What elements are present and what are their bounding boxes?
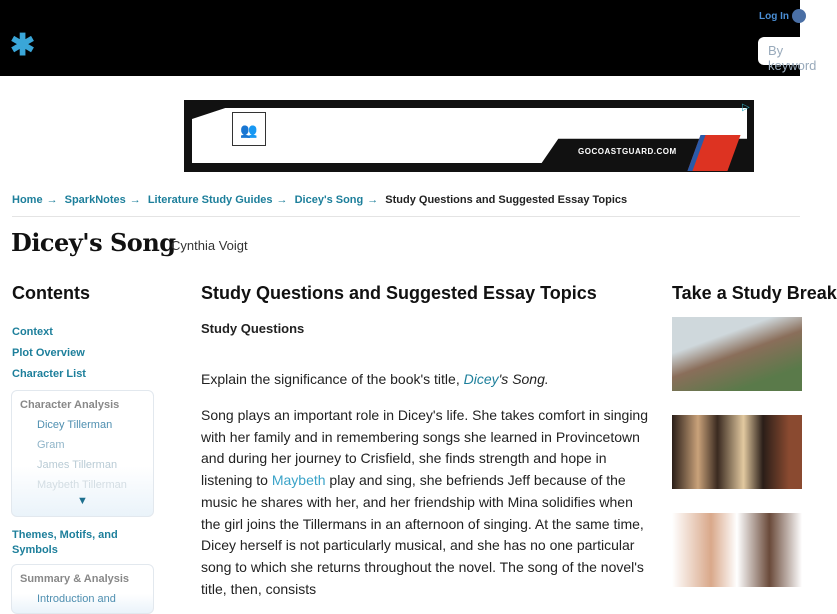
book-title: Dicey's Song [11, 228, 176, 257]
sidebar-item-gram[interactable]: Gram [37, 439, 65, 451]
breadcrumb-current: Study Questions and Suggested Essay Topics [385, 194, 628, 206]
ad-logo-icon: 👥 [232, 112, 266, 146]
sidebar-item-introduction[interactable]: Introduction and [37, 593, 116, 605]
sidebar-item-themes[interactable]: Themes, Motifs, and Symbols [12, 529, 118, 556]
arrow-icon: → [276, 194, 288, 206]
maybeth-link[interactable]: Maybeth [271, 472, 326, 489]
sidebar-item-maybeth[interactable]: Maybeth Tillerman [37, 479, 127, 491]
top-navbar [0, 0, 817, 76]
study-break-heading: Take a Study Break [672, 283, 837, 303]
sidebar-item-dicey[interactable]: Dicey Tillerman [37, 419, 113, 431]
sparknotes-logo-icon[interactable]: ✱ [10, 29, 36, 62]
character-analysis-box [11, 390, 154, 517]
arrow-icon: → [129, 194, 141, 206]
sidebar-item-context[interactable]: Context [12, 326, 53, 338]
study-break-image-2[interactable] [672, 415, 802, 489]
question-title-end: 's Song. [498, 371, 549, 387]
breadcrumb-sparknotes[interactable]: SparkNotes [64, 194, 126, 206]
summary-analysis-box [11, 564, 154, 614]
study-questions-heading: Study Questions [201, 321, 305, 336]
ad-url: GOCOASTGUARD.COM [578, 147, 677, 156]
answer-text-continued: play and sing, she befriends Jeff because of the music he shares with her, and her friendship with Mina solidifies when the girl joins the Tillermans in an afternoon of singing. At the same time, Dicey herself is not particularly musical, and she has no one particular song to which she returns throughout the novel. The song of the novel's title, then, consists [201, 472, 644, 597]
sidebar-item-plot-overview[interactable]: Plot Overview [12, 347, 85, 359]
breadcrumb-literature[interactable]: Literature Study Guides [147, 194, 273, 206]
dicey-link[interactable]: Dicey [463, 371, 499, 387]
contents-heading: Contents [12, 283, 90, 303]
question-text: Explain the significance of the book's title, [201, 371, 464, 387]
expand-triangle-icon[interactable]: ▼ [77, 495, 88, 507]
divider [12, 216, 800, 217]
breadcrumb [12, 194, 627, 206]
section-heading: Study Questions and Suggested Essay Topics [201, 283, 597, 303]
search-input[interactable]: By keyword [758, 37, 818, 65]
study-break-image-1[interactable] [672, 317, 802, 391]
summary-analysis-heading: Summary & Analysis [20, 573, 130, 585]
arrow-icon: → [367, 194, 379, 206]
sidebar-item-character-list[interactable]: Character List [12, 368, 86, 380]
adchoices-icon[interactable]: ▷ [742, 102, 750, 113]
breadcrumb-home[interactable]: Home [12, 194, 43, 206]
arrow-icon: → [46, 194, 58, 206]
advertisement-banner[interactable] [184, 100, 754, 172]
login-link[interactable]: Log In [759, 11, 789, 22]
answer-text: Song plays an important role in Dicey's life. She takes comfort in singing with her family and in remembering songs she learned in Provincetown and during her journey to Crisfield, she finds strength and hope in listening to [201, 407, 649, 489]
user-icon[interactable] [792, 9, 806, 23]
sidebar-item-james[interactable]: James Tillerman [37, 459, 118, 471]
answer-paragraph [201, 405, 656, 600]
coast-guard-emblem-icon [687, 135, 740, 171]
study-question [201, 371, 549, 387]
book-author[interactable]: Cynthia Voigt [171, 238, 248, 253]
study-break-image-3[interactable] [672, 513, 802, 587]
character-analysis-heading: Character Analysis [20, 399, 120, 411]
breadcrumb-book[interactable]: Dicey's Song [294, 194, 364, 206]
